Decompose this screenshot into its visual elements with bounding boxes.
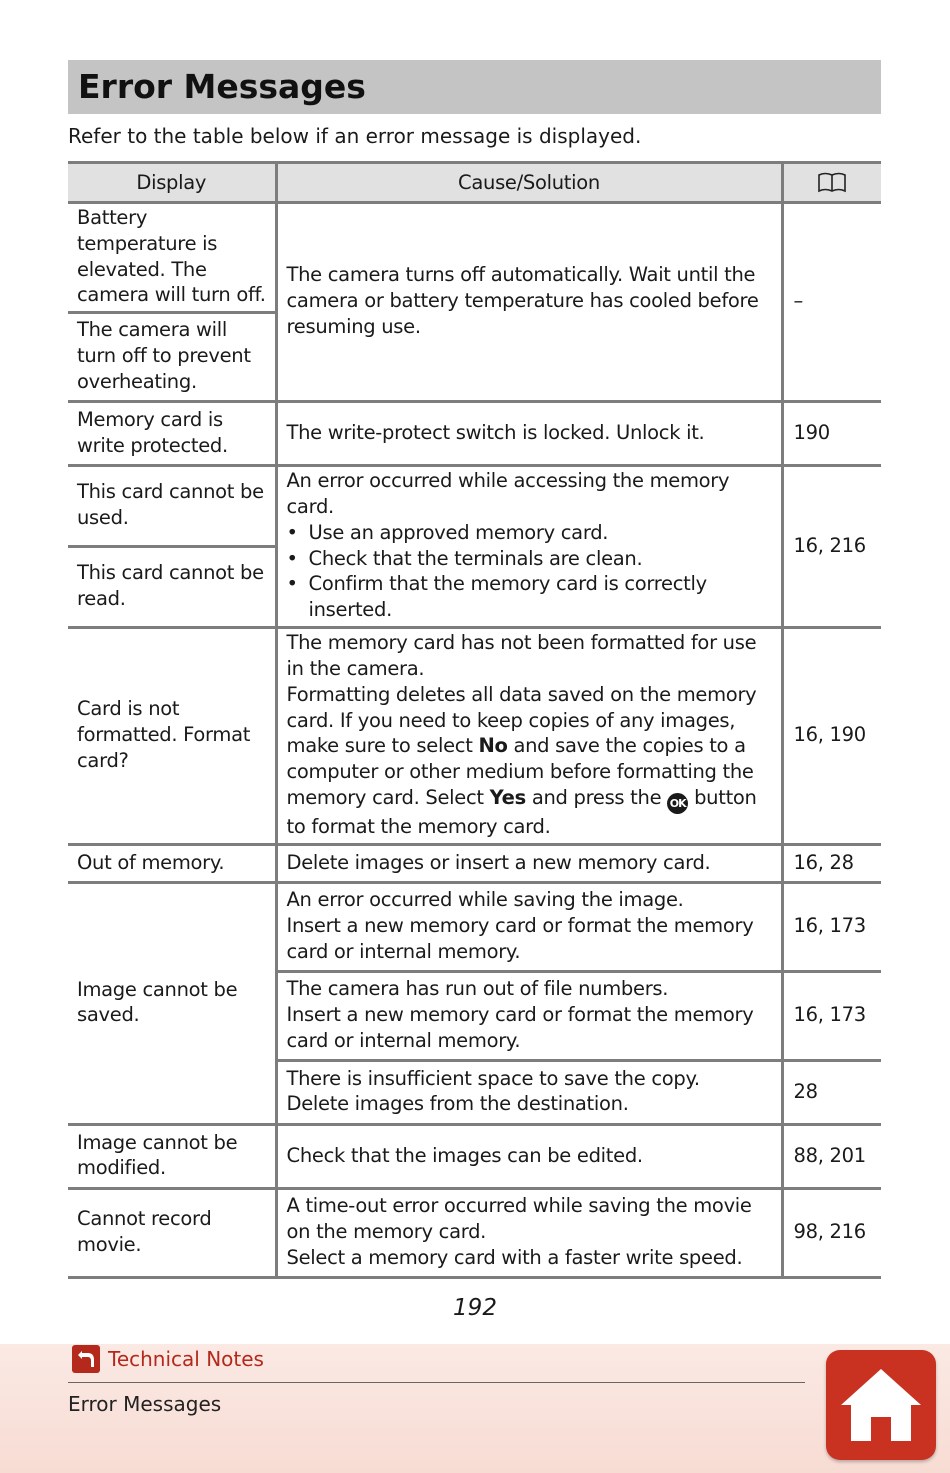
- display-cell: Card is not formatted. Format card?: [68, 627, 276, 844]
- footer-divider: [68, 1382, 805, 1383]
- back-arrow-icon: [72, 1345, 100, 1373]
- cause-paragraph: [287, 682, 773, 840]
- cause-cell: Check that the images can be edited.: [276, 1124, 782, 1188]
- home-button[interactable]: [826, 1350, 936, 1460]
- table-header-row: [68, 163, 881, 203]
- display-cell: Cannot record movie.: [68, 1188, 276, 1277]
- no-option-label: No: [478, 734, 508, 758]
- display-cell: The camera will turn off to prevent overheating.: [68, 313, 276, 402]
- table-row: [68, 466, 881, 547]
- display-cell: Image cannot be modified.: [68, 1124, 276, 1188]
- cause-paragraph: The memory card has not been formatted for use in the camera.: [286, 631, 757, 680]
- cause-line: The camera has run out of file numbers.: [286, 977, 669, 1001]
- cause-cell: [276, 882, 782, 971]
- reference-cell: 16, 190: [782, 627, 881, 844]
- display-cell: Memory card is write protected.: [68, 402, 276, 466]
- reference-cell: 16, 28: [782, 844, 881, 882]
- cause-intro: An error occurred while accessing the memory card.: [286, 469, 730, 518]
- cause-line: Delete images from the destination.: [286, 1092, 629, 1116]
- yes-option-label: Yes: [489, 785, 526, 809]
- display-cell: Battery temperature is elevated. The camera will turn off.: [68, 203, 276, 313]
- col-header-display: Display: [68, 163, 276, 203]
- display-cell: Out of memory.: [68, 844, 276, 882]
- table-row: [68, 882, 881, 971]
- reference-cell: 190: [782, 402, 881, 466]
- cause-cell: The camera turns off automatically. Wait until the camera or battery temperature has cooled before resuming use.: [276, 203, 782, 402]
- bullet-item: • Use an approved memory card.: [287, 520, 773, 546]
- book-icon: [817, 172, 847, 194]
- reference-cell: 16, 173: [782, 971, 881, 1060]
- cause-line: Insert a new memory card or format the memory card or internal memory.: [286, 914, 754, 963]
- page-title: Error Messages: [68, 60, 881, 114]
- cause-cell: Delete images or insert a new memory card.: [276, 844, 782, 882]
- reference-cell: 28: [782, 1060, 881, 1124]
- cause-cell: [276, 627, 782, 844]
- col-header-reference: [782, 163, 881, 203]
- table-row: [68, 844, 881, 882]
- cause-text: button to format the memory card.: [286, 785, 757, 838]
- reference-cell: 88, 201: [782, 1124, 881, 1188]
- footer-section-name: Error Messages: [68, 1392, 222, 1416]
- reference-cell: 98, 216: [782, 1188, 881, 1277]
- cause-cell: [276, 1188, 782, 1277]
- cause-text: Formatting deletes all data saved on the memory card. If you need to keep copies of any images, make sure to select: [286, 682, 757, 758]
- display-cell: Image cannot be saved.: [68, 882, 276, 1124]
- cause-cell: [276, 466, 782, 628]
- col-header-cause: Cause/Solution: [276, 163, 782, 203]
- cause-text: and press the: [525, 785, 668, 809]
- display-cell: This card cannot be used.: [68, 466, 276, 547]
- bullet-item: • Confirm that the memory card is correctly inserted.: [287, 571, 773, 623]
- table-row: [68, 203, 881, 313]
- bullet-item: • Check that the terminals are clean.: [287, 546, 773, 572]
- cause-text: and save the copies to a computer or other medium before formatting the memory card. Select: [286, 734, 754, 809]
- cause-line: Insert a new memory card or format the memory card or internal memory.: [286, 1003, 754, 1052]
- cause-line: An error occurred while saving the image.: [286, 888, 684, 912]
- cause-line: Select a memory card with a faster write speed.: [286, 1245, 743, 1269]
- table-row: [68, 402, 881, 466]
- home-icon: [837, 1365, 925, 1445]
- reference-cell: 16, 216: [782, 466, 881, 628]
- error-messages-table: [68, 161, 881, 1279]
- cause-cell: [276, 1060, 782, 1124]
- table-row: [68, 627, 881, 844]
- technical-notes-label: Technical Notes: [108, 1347, 264, 1371]
- page-number: 192: [453, 1295, 497, 1321]
- cause-line: A time-out error occurred while saving the movie on the memory card.: [286, 1194, 752, 1244]
- reference-cell: –: [782, 203, 881, 402]
- ok-button-icon: OK: [667, 793, 688, 814]
- technical-notes-link[interactable]: [72, 1344, 264, 1374]
- cause-cell: The write-protect switch is locked. Unlock it.: [276, 402, 782, 466]
- cause-cell: [276, 971, 782, 1060]
- reference-cell: 16, 173: [782, 882, 881, 971]
- intro-text: Refer to the table below if an error message is displayed.: [68, 124, 642, 148]
- table-row: [68, 1188, 881, 1277]
- table-row: [68, 1124, 881, 1188]
- cause-line: There is insufficient space to save the copy.: [286, 1066, 700, 1090]
- display-cell: This card cannot be read.: [68, 547, 276, 628]
